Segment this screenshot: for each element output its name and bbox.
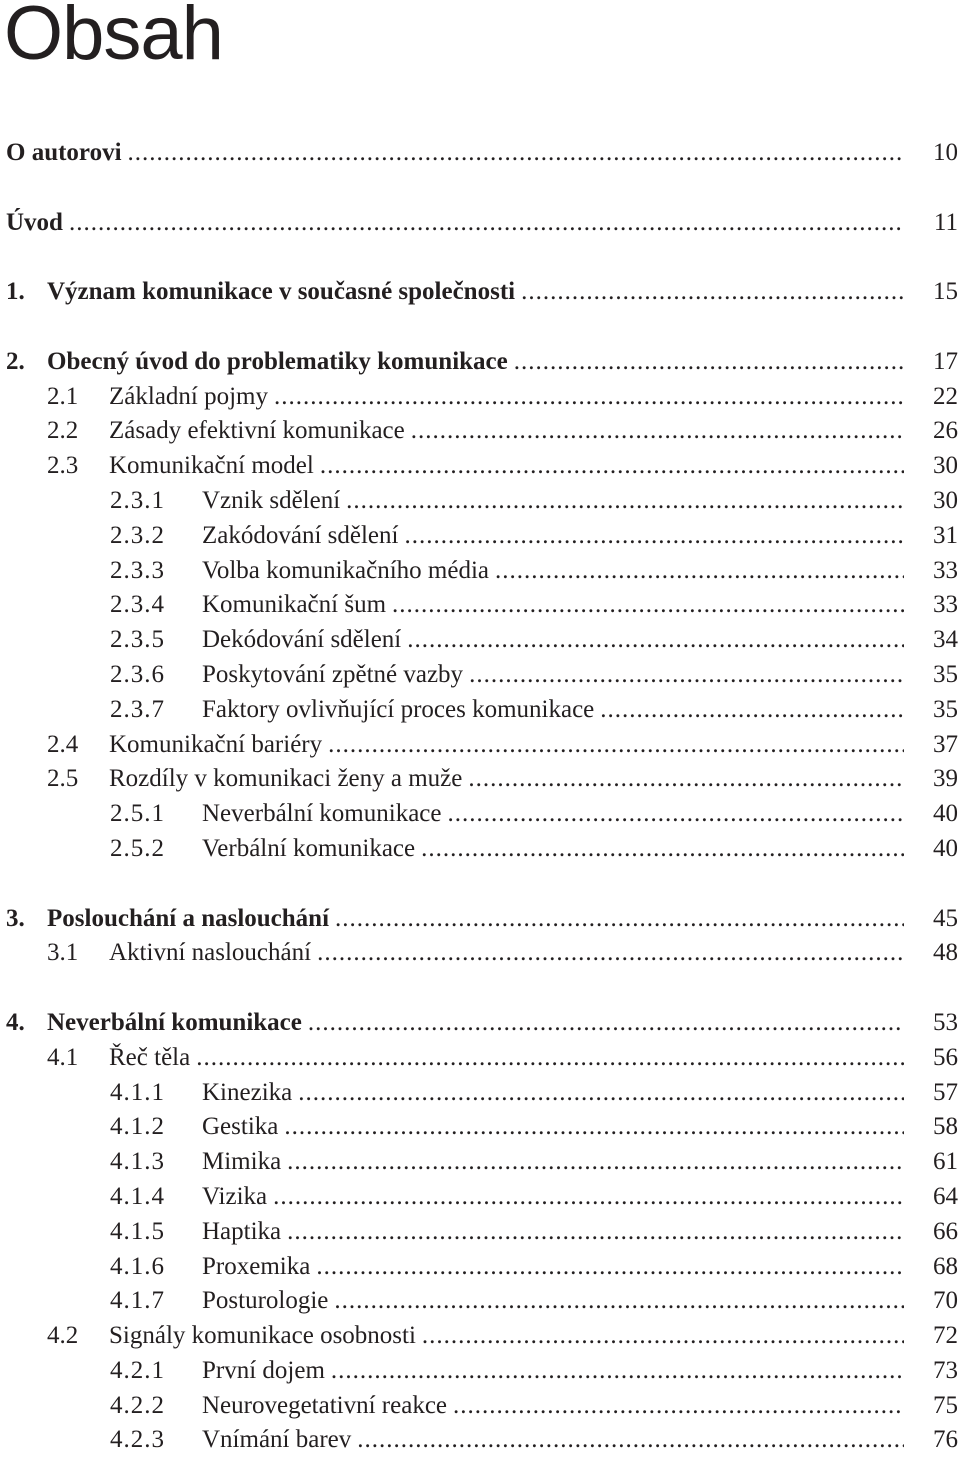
toc-entry-label: Dekódování sdělení <box>202 626 402 654</box>
toc-entry-label: Signály komunikace osobnosti <box>109 1322 416 1350</box>
toc-entry-number: 2.3.7 <box>110 695 165 723</box>
toc-entry-number: 4.1.3 <box>110 1148 165 1176</box>
toc-entry-label: Poslouchání a naslouchání <box>47 904 330 932</box>
toc-entry-label: Vznik sdělení <box>202 486 341 514</box>
toc-entry-label: Aktivní naslouchání <box>109 939 312 967</box>
toc-entry-page-number: 40 <box>933 800 958 828</box>
toc-entry-label: Haptika <box>202 1217 282 1245</box>
toc-entry-page-number: 48 <box>933 939 958 967</box>
toc-entry[interactable] <box>6 1180 958 1215</box>
toc-entry[interactable] <box>6 380 958 415</box>
toc-entry-number: 4.1.2 <box>110 1113 165 1141</box>
dot-leader <box>287 1145 904 1180</box>
toc-entry-label: Zásady efektivní komunikace <box>109 417 405 445</box>
toc-entry-label: Řeč těla <box>109 1043 191 1071</box>
dot-leader <box>196 1041 904 1076</box>
toc-entry[interactable] <box>6 1215 958 1250</box>
dot-leader <box>316 1250 904 1285</box>
toc-entry-label: Komunikační šum <box>202 591 387 619</box>
dot-leader <box>453 1389 904 1424</box>
toc-entry-page-number: 35 <box>933 660 958 688</box>
toc-entry[interactable] <box>6 345 958 380</box>
dot-leader <box>392 588 904 623</box>
toc-entry-page-number: 57 <box>933 1078 958 1106</box>
toc-entry-number: 3. <box>6 904 25 932</box>
toc-entry-label: Neverbální komunikace <box>202 800 442 828</box>
dot-leader <box>335 902 904 937</box>
dot-leader <box>328 728 904 763</box>
toc-entry-page-number: 39 <box>933 765 958 793</box>
toc-entry-label: Gestika <box>202 1113 279 1141</box>
dot-leader <box>69 206 904 241</box>
toc-entry[interactable] <box>6 1110 958 1145</box>
toc-entry-number: 4.1.7 <box>110 1287 165 1315</box>
toc-entry[interactable] <box>6 797 958 832</box>
toc-entry-label: Rozdíly v komunikaci ženy a muže <box>109 765 463 793</box>
toc-entry-page-number: 45 <box>933 904 958 932</box>
toc-entry-label: Kinezika <box>202 1078 293 1106</box>
toc-entry-number: 4.1.1 <box>110 1078 165 1106</box>
toc-entry[interactable] <box>6 449 958 484</box>
dot-leader <box>274 380 904 415</box>
toc-entry[interactable] <box>6 1319 958 1354</box>
dot-leader <box>468 762 904 797</box>
dot-leader <box>514 345 904 380</box>
dot-leader <box>308 1006 904 1041</box>
toc-entry-page-number: 30 <box>933 452 958 480</box>
toc-entry-page-number: 34 <box>933 626 958 654</box>
toc-entry-label: Vnímání barev <box>202 1426 352 1454</box>
toc-entry[interactable] <box>6 902 958 937</box>
toc-entry-page-number: 76 <box>933 1426 958 1454</box>
toc-entry-label: Neverbální komunikace <box>47 1008 302 1036</box>
toc-entry[interactable] <box>6 519 958 554</box>
dot-leader <box>273 1180 904 1215</box>
toc-entry-number: 2.4 <box>47 730 79 758</box>
toc-entry-number: 4.2.2 <box>110 1391 165 1419</box>
toc-entry-page-number: 72 <box>933 1322 958 1350</box>
toc-entry-number: 4.1 <box>47 1043 79 1071</box>
toc-entry-number: 4.1.4 <box>110 1182 165 1210</box>
toc-entry-page-number: 31 <box>933 521 958 549</box>
toc-entry[interactable] <box>6 484 958 519</box>
toc-entry-label: Obecný úvod do problematiky komunikace <box>47 347 508 375</box>
toc-entry-number: 2. <box>6 347 25 375</box>
toc-entry-label: Volba komunikačního média <box>202 556 489 584</box>
toc-entry-label: Verbální komunikace <box>202 834 416 862</box>
toc-entry-page-number: 11 <box>933 208 958 236</box>
toc-entry-label: První dojem <box>202 1356 325 1384</box>
toc-entry-page-number: 56 <box>933 1043 958 1071</box>
dot-leader <box>411 414 904 449</box>
toc-entry-page-number: 70 <box>933 1287 958 1315</box>
toc-entry[interactable] <box>6 623 958 658</box>
toc-entry[interactable] <box>6 1250 958 1285</box>
toc-entry-number: 2.5.2 <box>110 834 165 862</box>
toc-entry-page-number: 64 <box>933 1182 958 1210</box>
toc-entry-label: Mimika <box>202 1148 282 1176</box>
toc-entry[interactable] <box>6 1284 958 1319</box>
toc-entry-number: 2.5 <box>47 765 79 793</box>
toc-entry-page-number: 68 <box>933 1252 958 1280</box>
dot-leader <box>422 1319 904 1354</box>
toc-entry-number: 3.1 <box>47 939 79 967</box>
dot-leader <box>469 658 904 693</box>
toc-entry-number: 2.3.5 <box>110 626 165 654</box>
toc-entry[interactable] <box>6 832 958 867</box>
toc-entry-label: O autorovi <box>6 139 122 166</box>
toc-entry-page-number: 35 <box>933 695 958 723</box>
dot-leader <box>346 484 904 519</box>
toc-entry-label: Základní pojmy <box>109 382 268 410</box>
toc-entry-number: 2.3.3 <box>110 556 165 584</box>
toc-entry-page-number: 22 <box>933 382 958 410</box>
toc-entry-label: Zakódování sdělení <box>202 521 399 549</box>
toc-entry-number: 2.1 <box>47 382 79 410</box>
toc-entry-page-number: 53 <box>933 1008 958 1036</box>
toc-entry-label: Poskytování zpětné vazby <box>202 660 464 688</box>
toc-entry-number: 2.2 <box>47 417 79 445</box>
toc-entry-number: 4.2.3 <box>110 1426 165 1454</box>
toc-entry[interactable] <box>6 1354 958 1389</box>
dot-leader <box>421 832 904 867</box>
toc-entry[interactable] <box>6 1041 958 1076</box>
toc-entry[interactable] <box>6 1076 958 1111</box>
toc-entry[interactable] <box>6 588 958 623</box>
dot-leader <box>331 1354 904 1389</box>
toc-entry-number: 2.3 <box>47 452 79 480</box>
toc-entry-page-number: 40 <box>933 834 958 862</box>
toc-entry[interactable] <box>6 554 958 589</box>
toc-entry-number: 4.1.5 <box>110 1217 165 1245</box>
table-of-contents <box>6 136 958 1458</box>
toc-entry[interactable] <box>6 275 958 310</box>
toc-entry-number: 4.2.1 <box>110 1356 165 1384</box>
toc-entry-page-number: 33 <box>933 591 958 619</box>
toc-entry-number: 2.5.1 <box>110 800 165 828</box>
toc-entry[interactable] <box>6 206 958 241</box>
toc-entry-label: Neurovegetativní reakce <box>202 1391 448 1419</box>
dot-leader <box>320 449 904 484</box>
toc-entry-number: 2.3.1 <box>110 486 165 514</box>
toc-entry[interactable] <box>6 136 958 171</box>
toc-entry-number: 4.2 <box>47 1322 79 1350</box>
toc-entry-label: Proxemika <box>202 1252 311 1280</box>
toc-entry-page-number: 10 <box>933 139 958 166</box>
dot-leader <box>448 797 905 832</box>
toc-entry-page-number: 15 <box>933 278 958 306</box>
toc-entry-page-number: 66 <box>933 1217 958 1245</box>
toc-entry-number: 2.3.6 <box>110 660 165 688</box>
toc-entry[interactable] <box>6 693 958 728</box>
toc-entry-number: 2.3.2 <box>110 521 165 549</box>
dot-leader <box>521 275 904 310</box>
toc-entry-label: Komunikační model <box>109 452 314 480</box>
toc-entry-page-number: 26 <box>933 417 958 445</box>
toc-entry-page-number: 30 <box>933 486 958 514</box>
toc-entry-label: Posturologie <box>202 1287 329 1315</box>
toc-entry-label: Význam komunikace v současné společnosti <box>47 278 516 306</box>
toc-entry-page-number: 17 <box>933 347 958 375</box>
toc-entry-number: 1. <box>6 278 25 306</box>
toc-entry-page-number: 61 <box>933 1148 958 1176</box>
dot-leader <box>495 554 904 589</box>
toc-entry[interactable] <box>6 1006 958 1041</box>
toc-entry-number: 4.1.6 <box>110 1252 165 1280</box>
dot-leader <box>298 1076 904 1111</box>
dot-leader <box>407 623 904 658</box>
dot-leader <box>284 1110 904 1145</box>
dot-leader <box>128 136 904 171</box>
toc-entry-number: 2.3.4 <box>110 591 165 619</box>
toc-entry-number: 4. <box>6 1008 25 1036</box>
toc-entry-page-number: 33 <box>933 556 958 584</box>
dot-leader <box>404 519 904 554</box>
toc-entry-label: Faktory ovlivňující proces komunikace <box>202 695 595 723</box>
toc-entry-label: Úvod <box>6 208 63 236</box>
dot-leader <box>334 1284 904 1319</box>
toc-entry-label: Vizika <box>202 1182 268 1210</box>
toc-entry[interactable] <box>6 414 958 449</box>
toc-entry-page-number: 73 <box>933 1356 958 1384</box>
toc-entry[interactable] <box>6 1145 958 1180</box>
dot-leader <box>317 936 904 971</box>
toc-entry-label: Komunikační bariéry <box>109 730 323 758</box>
toc-entry-page-number: 37 <box>933 730 958 758</box>
toc-entry[interactable] <box>6 658 958 693</box>
toc-entry-page-number: 58 <box>933 1113 958 1141</box>
toc-entry-page-number: 75 <box>933 1391 958 1419</box>
toc-entry[interactable] <box>6 936 958 971</box>
toc-entry[interactable] <box>6 728 958 763</box>
dot-leader <box>600 693 904 728</box>
dot-leader <box>287 1215 904 1250</box>
toc-entry[interactable] <box>6 762 958 797</box>
toc-entry[interactable] <box>6 1389 958 1424</box>
page-title: Obsah <box>4 0 223 76</box>
